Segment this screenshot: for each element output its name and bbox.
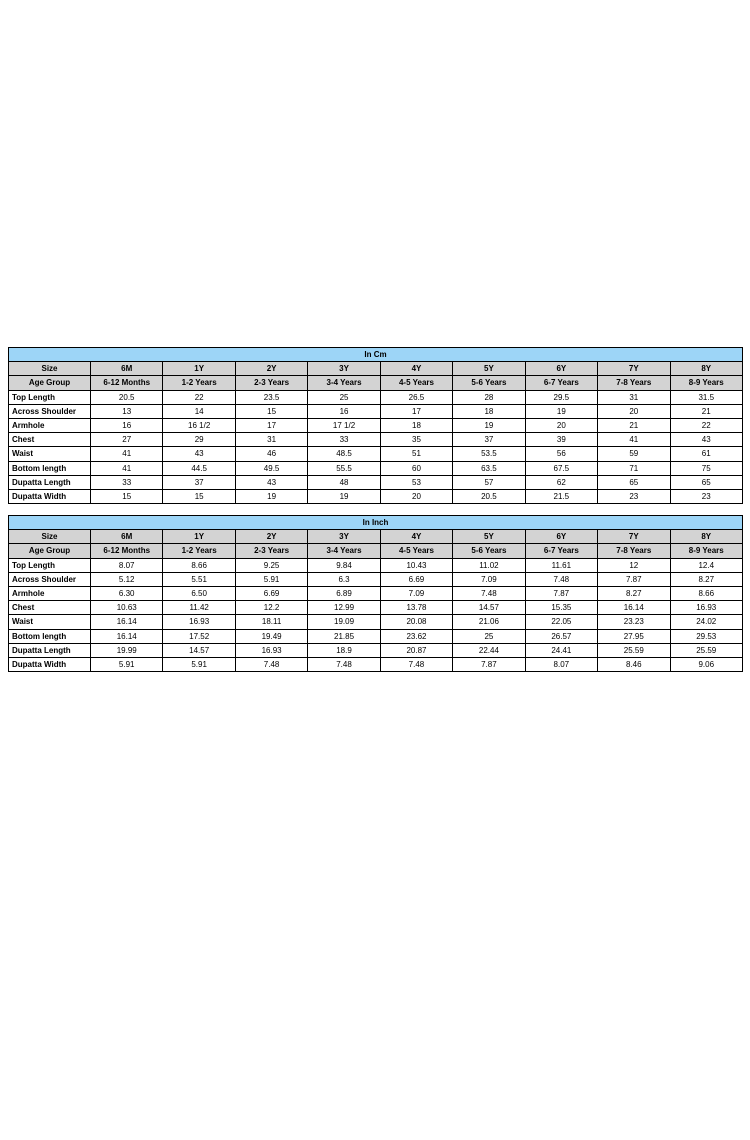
measurement-value: 7.87 (453, 657, 525, 671)
measurement-value: 39 (525, 433, 597, 447)
measurement-value: 23 (670, 489, 743, 503)
measurement-value: 8.46 (598, 657, 670, 671)
measurement-value: 8.66 (163, 558, 235, 572)
measurement-value: 25 (308, 390, 380, 404)
measurement-value: 25.59 (670, 643, 743, 657)
measurement-value: 17 (380, 404, 452, 418)
measurement-label: Top Length (9, 390, 91, 404)
size-header-cell: 8Y (670, 362, 743, 376)
measurement-value: 6.69 (235, 586, 307, 600)
measurement-value: 43 (670, 433, 743, 447)
measurement-value: 19 (453, 418, 525, 432)
measurement-value: 20 (598, 404, 670, 418)
measurement-value: 10.43 (380, 558, 452, 572)
measurement-value: 16.14 (598, 601, 670, 615)
size-header-cell: 6Y (525, 530, 597, 544)
table-row (9, 657, 743, 671)
size-header-cell: 6M (91, 530, 163, 544)
measurement-value: 29.53 (670, 629, 743, 643)
measurement-value: 22.05 (525, 615, 597, 629)
measurement-value: 6.50 (163, 586, 235, 600)
age-group-header-cell: 4-5 Years (380, 544, 452, 558)
measurement-value: 7.48 (453, 586, 525, 600)
measurement-value: 31 (598, 390, 670, 404)
measurement-value: 12 (598, 558, 670, 572)
measurement-value: 12.99 (308, 601, 380, 615)
measurement-value: 17 1/2 (308, 418, 380, 432)
measurement-value: 11.42 (163, 601, 235, 615)
measurement-value: 16.14 (91, 615, 163, 629)
measurement-value: 15 (163, 489, 235, 503)
measurement-value: 61 (670, 447, 743, 461)
age-group-header-cell: 2-3 Years (235, 544, 307, 558)
measurement-value: 43 (163, 447, 235, 461)
measurement-value: 46 (235, 447, 307, 461)
measurement-value: 15.35 (525, 601, 597, 615)
age-group-header-cell: 1-2 Years (163, 544, 235, 558)
measurement-value: 24.02 (670, 615, 743, 629)
age-group-header-cell: 4-5 Years (380, 376, 452, 390)
measurement-value: 12.2 (235, 601, 307, 615)
size-header-cell: 3Y (308, 362, 380, 376)
measurement-value: 9.84 (308, 558, 380, 572)
table-title: In Cm (9, 348, 743, 362)
measurement-value: 5.91 (235, 572, 307, 586)
measurement-label: Waist (9, 447, 91, 461)
measurement-value: 7.48 (380, 657, 452, 671)
age-group-header-cell: 7-8 Years (598, 544, 670, 558)
measurement-value: 55.5 (308, 461, 380, 475)
table-row (9, 489, 743, 503)
measurement-value: 53 (380, 475, 452, 489)
size-header-cell: 1Y (163, 362, 235, 376)
measurement-label: Chest (9, 433, 91, 447)
age-group-header-cell: 1-2 Years (163, 376, 235, 390)
measurement-value: 13.78 (380, 601, 452, 615)
measurement-value: 11.02 (453, 558, 525, 572)
measurement-value: 67.5 (525, 461, 597, 475)
measurement-value: 16 (308, 404, 380, 418)
measurement-value: 41 (598, 433, 670, 447)
measurement-value: 5.51 (163, 572, 235, 586)
measurement-value: 15 (235, 404, 307, 418)
measurement-value: 8.07 (525, 657, 597, 671)
age-group-header-cell: 6-7 Years (525, 376, 597, 390)
table-body (9, 390, 743, 504)
table-row (9, 629, 743, 643)
measurement-value: 49.5 (235, 461, 307, 475)
measurement-value: 8.66 (670, 586, 743, 600)
measurement-value: 23.62 (380, 629, 452, 643)
measurement-value: 17.52 (163, 629, 235, 643)
measurement-value: 24.41 (525, 643, 597, 657)
size-header-cell: 2Y (235, 362, 307, 376)
measurement-value: 16 1/2 (163, 418, 235, 432)
table-row (9, 572, 743, 586)
measurement-value: 35 (380, 433, 452, 447)
measurement-value: 7.48 (308, 657, 380, 671)
age-group-header-cell: 8-9 Years (670, 376, 743, 390)
measurement-value: 25.59 (598, 643, 670, 657)
measurement-value: 41 (91, 447, 163, 461)
size-header-cell: 7Y (598, 530, 670, 544)
measurement-value: 7.09 (380, 586, 452, 600)
measurement-value: 27 (91, 433, 163, 447)
table-title-row (9, 348, 743, 362)
measurement-value: 19 (308, 489, 380, 503)
measurement-value: 17 (235, 418, 307, 432)
size-chart-inch-table (8, 515, 743, 672)
measurement-value: 59 (598, 447, 670, 461)
measurement-value: 19.99 (91, 643, 163, 657)
measurement-value: 6.89 (308, 586, 380, 600)
measurement-label: Across Shoulder (9, 404, 91, 418)
measurement-value: 7.87 (525, 586, 597, 600)
measurement-label: Across Shoulder (9, 572, 91, 586)
measurement-value: 28 (453, 390, 525, 404)
measurement-value: 7.09 (453, 572, 525, 586)
table-row (9, 390, 743, 404)
size-header-cell: 7Y (598, 362, 670, 376)
age-group-header-cell: 6-12 Months (91, 376, 163, 390)
age-group-header-cell: 5-6 Years (453, 544, 525, 558)
table-title-row (9, 516, 743, 530)
measurement-label: Dupatta Width (9, 657, 91, 671)
age-group-header-row (9, 376, 743, 390)
measurement-value: 21.85 (308, 629, 380, 643)
size-header-cell: 5Y (453, 362, 525, 376)
age-group-header-cell: 6-7 Years (525, 544, 597, 558)
measurement-value: 18.9 (308, 643, 380, 657)
measurement-value: 65 (598, 475, 670, 489)
measurement-label: Armhole (9, 418, 91, 432)
measurement-value: 29.5 (525, 390, 597, 404)
measurement-value: 9.06 (670, 657, 743, 671)
size-header-cell: 4Y (380, 362, 452, 376)
measurement-value: 7.48 (525, 572, 597, 586)
measurement-value: 22.44 (453, 643, 525, 657)
measurement-value: 16.93 (670, 601, 743, 615)
measurement-value: 20.87 (380, 643, 452, 657)
measurement-value: 5.91 (163, 657, 235, 671)
table-body (9, 558, 743, 672)
measurement-value: 8.27 (670, 572, 743, 586)
measurement-value: 5.12 (91, 572, 163, 586)
measurement-value: 10.63 (91, 601, 163, 615)
measurement-value: 37 (163, 475, 235, 489)
age-group-header-cell: 3-4 Years (308, 376, 380, 390)
size-header-label: Size (9, 530, 91, 544)
measurement-value: 51 (380, 447, 452, 461)
table-row (9, 558, 743, 572)
measurement-value: 19.49 (235, 629, 307, 643)
measurement-value: 21.06 (453, 615, 525, 629)
measurement-value: 62 (525, 475, 597, 489)
table-title: In Inch (9, 516, 743, 530)
measurement-label: Waist (9, 615, 91, 629)
measurement-value: 8.07 (91, 558, 163, 572)
table-row (9, 461, 743, 475)
measurement-value: 22 (670, 418, 743, 432)
size-header-label: Size (9, 362, 91, 376)
measurement-value: 11.61 (525, 558, 597, 572)
size-header-row (9, 530, 743, 544)
table-row (9, 586, 743, 600)
measurement-value: 15 (91, 489, 163, 503)
measurement-value: 18 (453, 404, 525, 418)
age-group-header-label: Age Group (9, 376, 91, 390)
measurement-value: 14 (163, 404, 235, 418)
size-header-cell: 3Y (308, 530, 380, 544)
measurement-value: 31.5 (670, 390, 743, 404)
table-row (9, 643, 743, 657)
age-group-header-cell: 5-6 Years (453, 376, 525, 390)
size-header-cell: 5Y (453, 530, 525, 544)
age-group-header-cell: 7-8 Years (598, 376, 670, 390)
size-header-cell: 6Y (525, 362, 597, 376)
measurement-value: 13 (91, 404, 163, 418)
measurement-label: Dupatta Length (9, 643, 91, 657)
size-header-cell: 6M (91, 362, 163, 376)
measurement-value: 43 (235, 475, 307, 489)
age-group-header-row (9, 544, 743, 558)
measurement-value: 20 (380, 489, 452, 503)
table-row (9, 475, 743, 489)
measurement-value: 18 (380, 418, 452, 432)
measurement-value: 16 (91, 418, 163, 432)
measurement-value: 23.5 (235, 390, 307, 404)
measurement-value: 9.25 (235, 558, 307, 572)
size-header-cell: 1Y (163, 530, 235, 544)
table-row (9, 601, 743, 615)
measurement-value: 12.4 (670, 558, 743, 572)
table-row (9, 433, 743, 447)
measurement-value: 23.23 (598, 615, 670, 629)
measurement-value: 29 (163, 433, 235, 447)
measurement-label: Dupatta Length (9, 475, 91, 489)
measurement-value: 65 (670, 475, 743, 489)
measurement-value: 16.93 (235, 643, 307, 657)
measurement-label: Armhole (9, 586, 91, 600)
measurement-value: 6.30 (91, 586, 163, 600)
size-chart-cm-table (8, 347, 743, 504)
age-group-header-cell: 6-12 Months (91, 544, 163, 558)
measurement-value: 37 (453, 433, 525, 447)
measurement-value: 20.08 (380, 615, 452, 629)
measurement-value: 60 (380, 461, 452, 475)
measurement-label: Bottom length (9, 629, 91, 643)
measurement-label: Chest (9, 601, 91, 615)
measurement-value: 7.48 (235, 657, 307, 671)
measurement-value: 20 (525, 418, 597, 432)
measurement-value: 75 (670, 461, 743, 475)
measurement-value: 6.69 (380, 572, 452, 586)
measurement-value: 48.5 (308, 447, 380, 461)
age-group-header-cell: 2-3 Years (235, 376, 307, 390)
measurement-value: 25 (453, 629, 525, 643)
table-row (9, 404, 743, 418)
measurement-value: 23 (598, 489, 670, 503)
measurement-value: 14.57 (163, 643, 235, 657)
measurement-value: 18.11 (235, 615, 307, 629)
measurement-value: 48 (308, 475, 380, 489)
measurement-value: 22 (163, 390, 235, 404)
measurement-value: 7.87 (598, 572, 670, 586)
table-row (9, 418, 743, 432)
table-row (9, 615, 743, 629)
age-group-header-label: Age Group (9, 544, 91, 558)
measurement-value: 41 (91, 461, 163, 475)
measurement-value: 19 (525, 404, 597, 418)
measurement-value: 27.95 (598, 629, 670, 643)
measurement-value: 44.5 (163, 461, 235, 475)
measurement-value: 31 (235, 433, 307, 447)
table-row (9, 447, 743, 461)
measurement-value: 6.3 (308, 572, 380, 586)
age-group-header-cell: 3-4 Years (308, 544, 380, 558)
measurement-value: 33 (91, 475, 163, 489)
measurement-value: 5.91 (91, 657, 163, 671)
measurement-value: 63.5 (453, 461, 525, 475)
measurement-value: 20.5 (453, 489, 525, 503)
measurement-value: 14.57 (453, 601, 525, 615)
measurement-value: 57 (453, 475, 525, 489)
measurement-value: 21.5 (525, 489, 597, 503)
measurement-value: 33 (308, 433, 380, 447)
measurement-value: 19 (235, 489, 307, 503)
measurement-value: 21 (670, 404, 743, 418)
measurement-label: Dupatta Width (9, 489, 91, 503)
measurement-value: 21 (598, 418, 670, 432)
measurement-value: 26.57 (525, 629, 597, 643)
measurement-label: Top Length (9, 558, 91, 572)
size-header-cell: 2Y (235, 530, 307, 544)
measurement-value: 8.27 (598, 586, 670, 600)
measurement-label: Bottom length (9, 461, 91, 475)
size-header-cell: 8Y (670, 530, 743, 544)
size-header-row (9, 362, 743, 376)
measurement-value: 56 (525, 447, 597, 461)
size-header-cell: 4Y (380, 530, 452, 544)
measurement-value: 20.5 (91, 390, 163, 404)
measurement-value: 16.93 (163, 615, 235, 629)
measurement-value: 19.09 (308, 615, 380, 629)
measurement-value: 16.14 (91, 629, 163, 643)
measurement-value: 71 (598, 461, 670, 475)
age-group-header-cell: 8-9 Years (670, 544, 743, 558)
measurement-value: 26.5 (380, 390, 452, 404)
measurement-value: 53.5 (453, 447, 525, 461)
